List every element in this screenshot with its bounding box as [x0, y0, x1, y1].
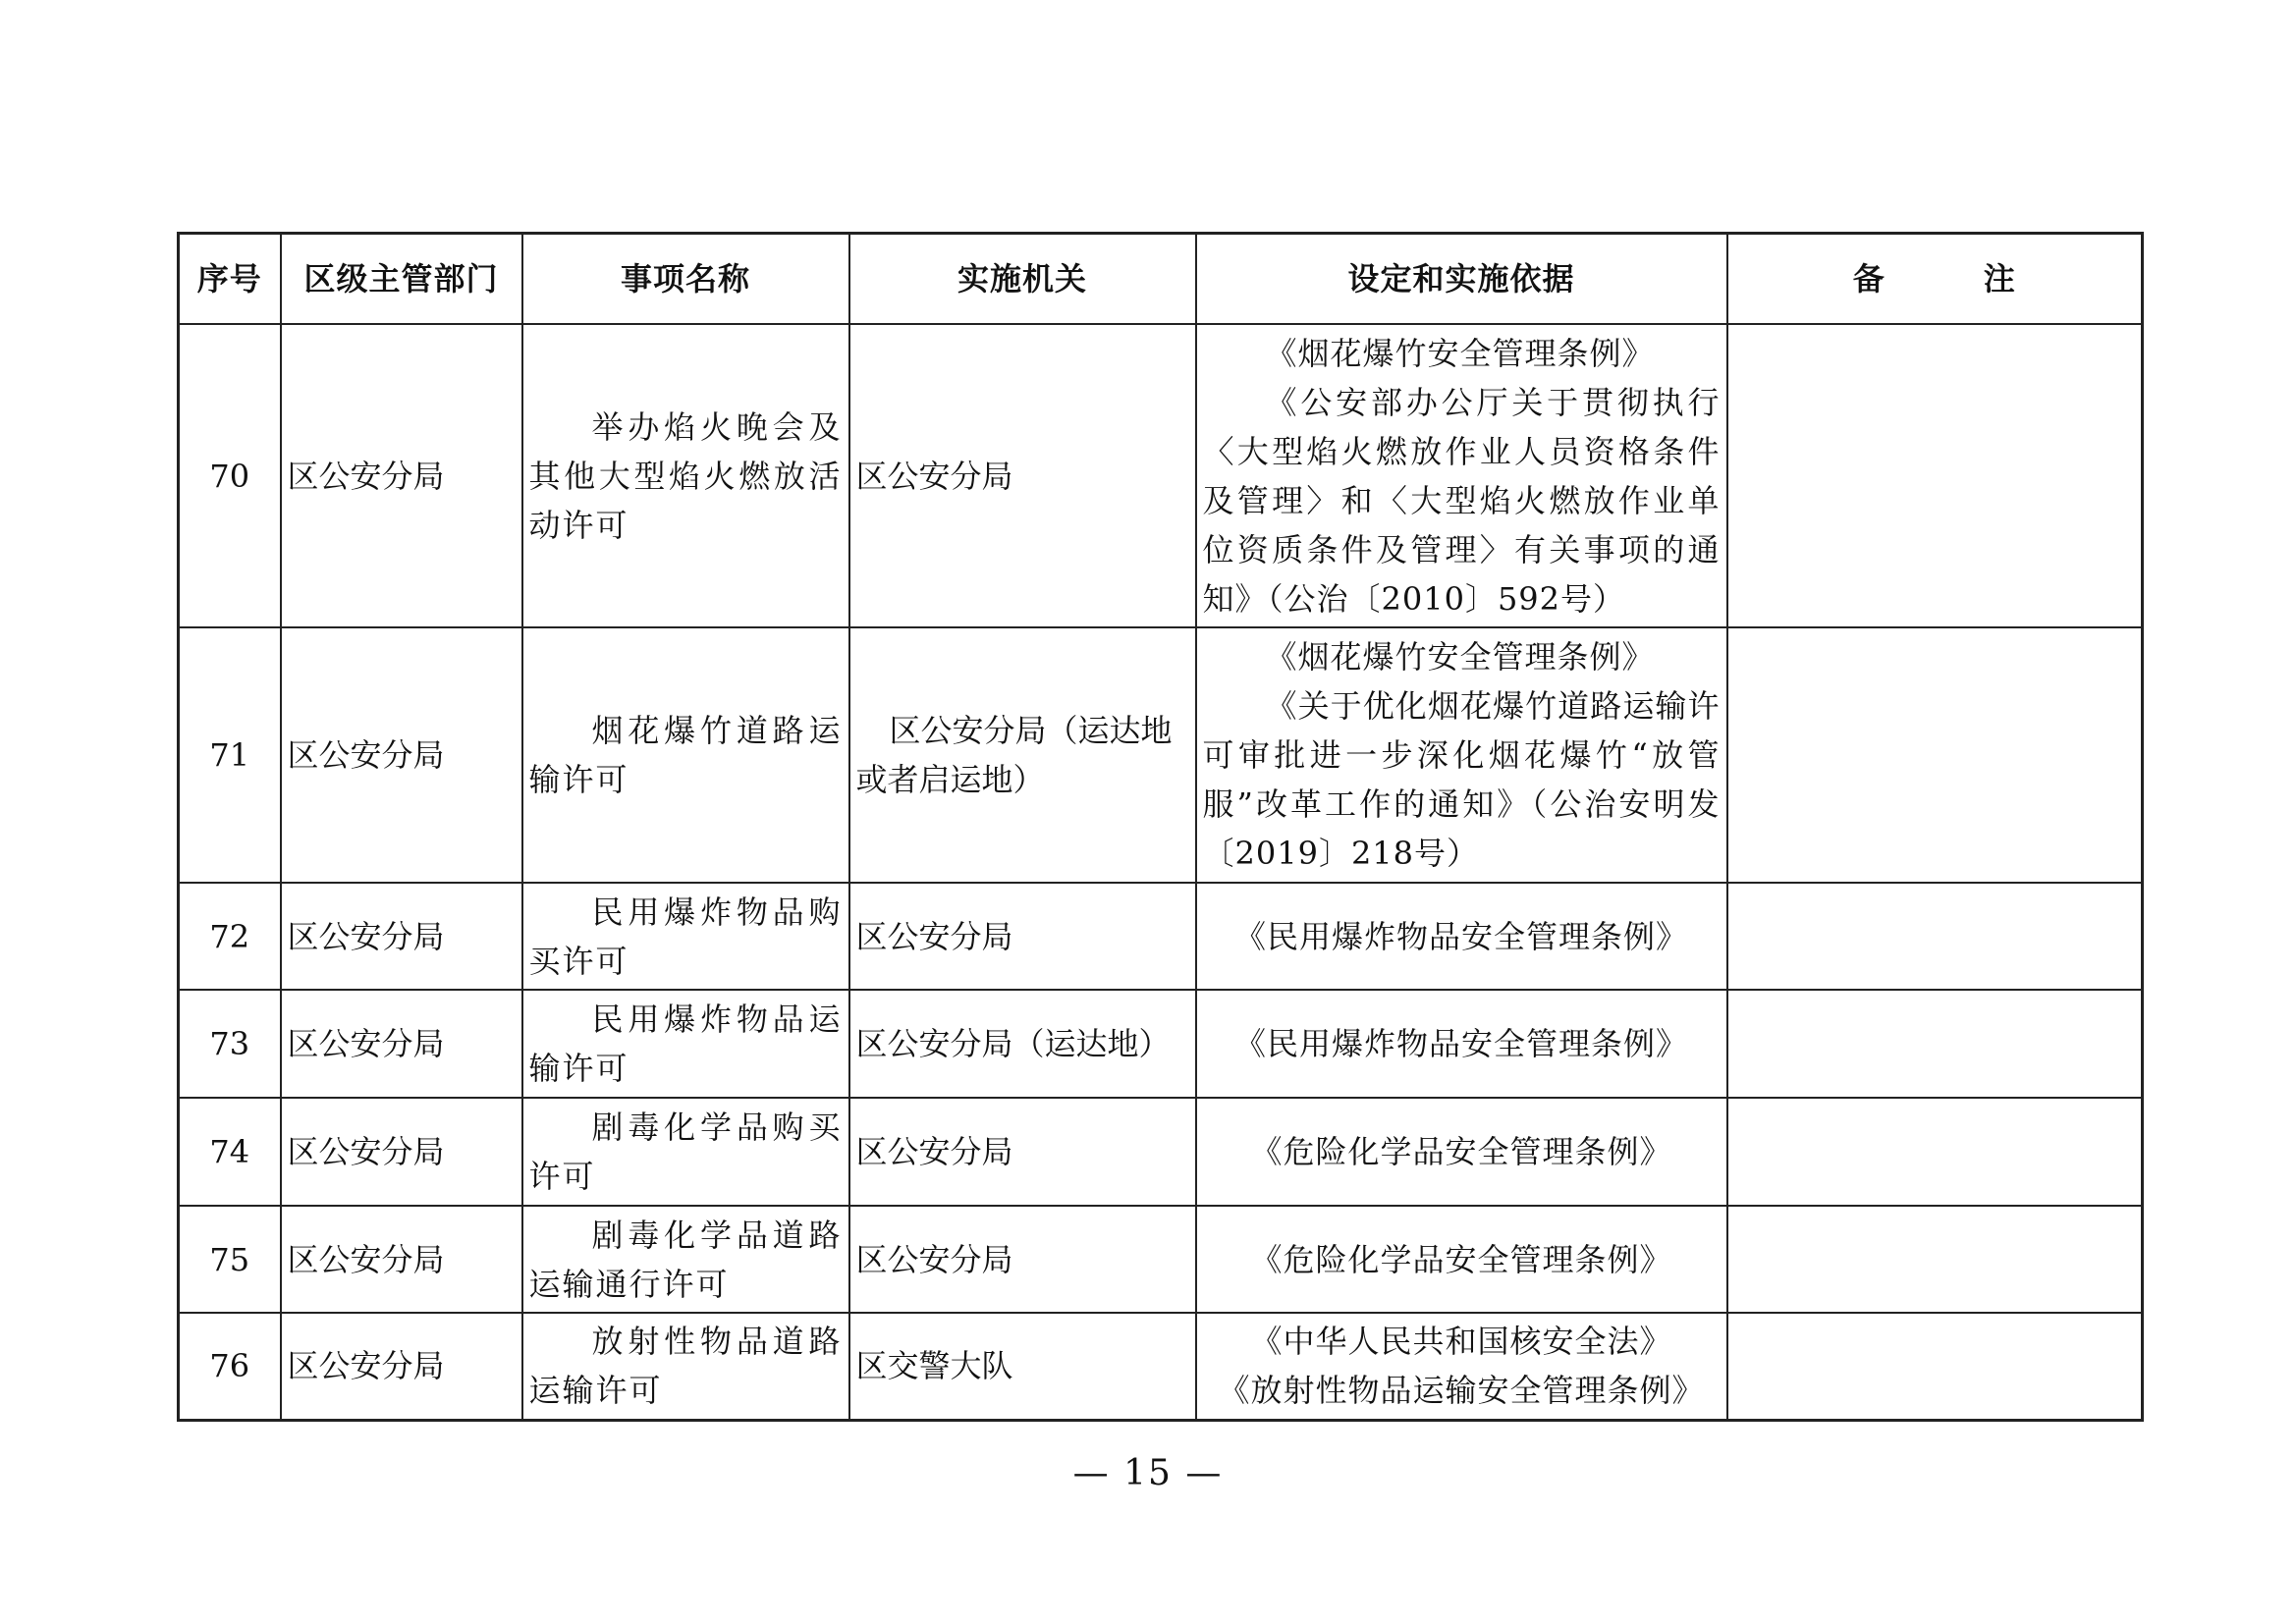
table-row: [179, 883, 2143, 990]
row-basis: [1196, 627, 1727, 883]
row-org: 区公安分局: [849, 324, 1196, 627]
row-num: 76: [179, 1313, 281, 1420]
row-basis: [1196, 1206, 1727, 1313]
row-name: 举办焰火晚会及其他大型焰火燃放活动许可: [522, 324, 849, 627]
row-dept: 区公安分局: [281, 324, 522, 627]
table-row: [179, 324, 2143, 627]
row-dept: 区公安分局: [281, 627, 522, 883]
row-note: [1727, 1206, 2143, 1313]
licensing-items-table: [177, 232, 2144, 1422]
header-org: 实施机关: [849, 234, 1196, 325]
row-org: 区公安分局: [849, 1206, 1196, 1313]
basis-line: 《关于优化烟花爆竹道路运输许可审批进一步深化烟花爆竹“放管服”改革工作的通知》（公治安明发〔2019〕218号）: [1202, 687, 1721, 872]
row-basis: [1196, 1098, 1727, 1206]
header-note: [1727, 234, 2143, 325]
table-header-row: [179, 234, 2143, 325]
row-note: [1727, 1098, 2143, 1206]
table-row: [179, 990, 2143, 1098]
table-row: [179, 1313, 2143, 1420]
row-note: [1727, 883, 2143, 990]
header-dept: 区级主管部门: [281, 234, 522, 325]
row-name: 民用爆炸物品购买许可: [522, 883, 849, 990]
row-num: 73: [179, 990, 281, 1098]
basis-line: 《中华人民共和国核安全法》: [1250, 1323, 1672, 1361]
row-name: 剧毒化学品购买许可: [522, 1098, 849, 1206]
basis-line: 《民用爆炸物品安全管理条例》: [1233, 1025, 1688, 1062]
table-row: [179, 627, 2143, 883]
row-basis: [1196, 883, 1727, 990]
row-basis: [1196, 324, 1727, 627]
basis-line: 《放射性物品运输安全管理条例》: [1218, 1372, 1705, 1410]
row-dept: 区公安分局: [281, 1206, 522, 1313]
row-basis: [1196, 1313, 1727, 1420]
row-org: 区公安分局: [849, 1098, 1196, 1206]
row-note: [1727, 990, 2143, 1098]
row-dept: 区公安分局: [281, 1313, 522, 1420]
header-num: 序号: [179, 234, 281, 325]
row-num: 70: [179, 324, 281, 627]
row-org: 区公安分局（运达地或者启运地）: [849, 627, 1196, 883]
row-basis: [1196, 990, 1727, 1098]
table-row: [179, 1206, 2143, 1313]
row-num: 72: [179, 883, 281, 990]
row-name: 烟花爆竹道路运输许可: [522, 627, 849, 883]
row-dept: 区公安分局: [281, 883, 522, 990]
row-org: 区交警大队: [849, 1313, 1196, 1420]
row-num: 75: [179, 1206, 281, 1313]
basis-line: 《烟花爆竹安全管理条例》: [1265, 334, 1655, 372]
row-note: [1727, 1313, 2143, 1420]
row-note: [1727, 324, 2143, 627]
header-name: 事项名称: [522, 234, 849, 325]
basis-line: 《公安部办公厅关于贯彻执行〈大型焰火燃放作业人员资格条件及管理〉和〈大型焰火燃放作业单位资质条件及管理〉有关事项的通知》（公治〔2010〕592号）: [1202, 383, 1721, 618]
basis-line: 《危险化学品安全管理条例》: [1250, 1133, 1672, 1170]
basis-line: 《烟花爆竹安全管理条例》: [1265, 638, 1655, 676]
header-note-char-1: 备: [1852, 260, 1886, 298]
row-num: 71: [179, 627, 281, 883]
row-dept: 区公安分局: [281, 990, 522, 1098]
row-name: 民用爆炸物品运输许可: [522, 990, 849, 1098]
row-name: 放射性物品道路运输许可: [522, 1313, 849, 1420]
page-number: — 15 —: [1072, 1453, 1224, 1493]
basis-line: 《危险化学品安全管理条例》: [1250, 1240, 1672, 1278]
basis-line: 《民用爆炸物品安全管理条例》: [1233, 917, 1688, 955]
row-org: 区公安分局（运达地）: [849, 990, 1196, 1098]
header-basis: 设定和实施依据: [1196, 234, 1727, 325]
table-row: [179, 1098, 2143, 1206]
row-num: 74: [179, 1098, 281, 1206]
row-dept: 区公安分局: [281, 1098, 522, 1206]
row-name: 剧毒化学品道路运输通行许可: [522, 1206, 849, 1313]
header-note-char-2: 注: [1983, 260, 2016, 298]
row-note: [1727, 627, 2143, 883]
row-org: 区公安分局: [849, 883, 1196, 990]
